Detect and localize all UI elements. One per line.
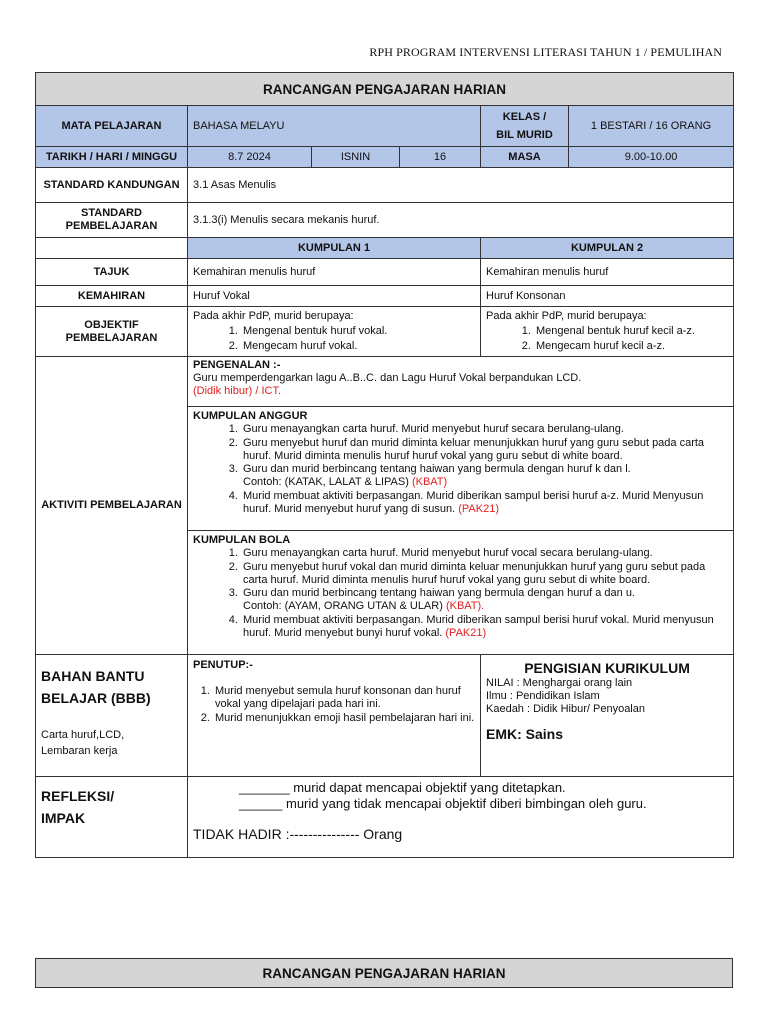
- pak21-tag: (PAK21): [445, 627, 487, 640]
- list-item: 2. Mengecam huruf vokal.: [241, 339, 475, 354]
- standard-kandungan-value: 3.1 Asas Menulis: [188, 168, 734, 203]
- bbb-label-2: BELAJAR (BBB): [41, 690, 151, 706]
- pengenalan-block: [188, 357, 734, 407]
- kurikulum-title: PENGISIAN KURIKULUM: [524, 660, 690, 676]
- item-example: Contoh: (AYAM, ORANG UTAN & ULAR): [243, 600, 443, 613]
- item-text: Murid membuat aktiviti berpasangan. Murid diberikan sampul berisi huruf vokal. Murid menyusun huruf. Murid menyebut bunyi huruf vokal.: [243, 613, 714, 640]
- refleksi-label-2: IMPAK: [41, 810, 86, 826]
- refleksi-line-1: _______ murid dapat mencapai objektif yang ditetapkan.: [239, 780, 566, 795]
- bola-title: KUMPULAN BOLA: [193, 534, 291, 546]
- kemahiran-group-1: Huruf Vokal: [188, 286, 481, 307]
- tajuk-group-2: Kemahiran menulis huruf: [481, 259, 734, 286]
- pengenalan-title: PENGENALAN :-: [193, 359, 281, 371]
- group-1-header: KUMPULAN 1: [188, 238, 481, 259]
- kurikulum-cell: [481, 655, 734, 777]
- bbb-cell: [36, 655, 188, 777]
- bola-list: [193, 547, 728, 640]
- item-example: Contoh: (KATAK, LALAT & LIPAS): [243, 476, 409, 489]
- objektif-group-1: [188, 307, 481, 357]
- list-item: 1. Mengenal bentuk huruf kecil a-z.: [534, 324, 728, 339]
- list-item: [241, 561, 728, 588]
- date-value: 8.7 2024: [188, 147, 312, 168]
- bbb-label-1: BAHAN BANTU: [41, 668, 145, 684]
- tajuk-group-1: Kemahiran menulis huruf: [188, 259, 481, 286]
- class-value: 1 BESTARI / 16 ORANG: [569, 106, 734, 147]
- tidak-hadir-line: TIDAK HADIR :--------------- Orang: [193, 826, 403, 842]
- bbb-items-1: Carta huruf,LCD,: [41, 729, 125, 741]
- item-text: Guru dan murid berbincang tentang haiwan yang bermula dengan huruf k dan l.: [243, 463, 631, 476]
- list-item: [241, 490, 728, 517]
- kemahiran-group-2: Huruf Konsonan: [481, 286, 734, 307]
- standard-kandungan-label: STANDARD KANDUNGAN: [36, 168, 188, 203]
- class-label: [481, 106, 569, 147]
- week-value: 16: [400, 147, 481, 168]
- item-text: Guru dan murid berbincang tentang haiwan yang bermula dengan huruf a dan u.: [243, 587, 635, 600]
- kemahiran-label: KEMAHIRAN: [36, 286, 188, 307]
- group-2-header: KUMPULAN 2: [481, 238, 734, 259]
- time-label: MASA: [481, 147, 569, 168]
- list-item: [241, 547, 728, 560]
- list-item: 2. Mengecam huruf kecil a-z.: [534, 339, 728, 354]
- list-item: [241, 423, 728, 436]
- objektif-g1-intro: Pada akhir PdP, murid berupaya:: [193, 310, 354, 322]
- table-title: RANCANGAN PENGAJARAN HARIAN: [36, 73, 734, 106]
- item-text: Guru menyebut huruf vokal dan murid diminta keluar menunjukkan huruf yang guru sebut pada carta huruf. Murid diminta menulis huruf huruf vokal yang guru sebut di white board.: [243, 560, 706, 586]
- subject-label: MATA PELAJARAN: [36, 106, 188, 147]
- list-item: [241, 437, 728, 464]
- penutup-title: PENUTUP:-: [193, 659, 253, 671]
- pengenalan-text: Guru memperdengarkan lagu A..B..C. dan Lagu Huruf Vokal berpandukan LCD.: [193, 372, 582, 384]
- class-label-line-2: BIL MURID: [496, 129, 553, 141]
- list-item: 1. Mengenal bentuk huruf vokal.: [241, 324, 475, 339]
- penutup-cell: [188, 655, 481, 777]
- refleksi-line-2: ______ murid yang tidak mencapai objektif diberi bimbingan oleh guru.: [239, 796, 647, 811]
- refleksi-label-cell: [36, 777, 188, 858]
- class-label-line-1: KELAS /: [502, 111, 547, 123]
- objektif-g2-intro: Pada akhir PdP, murid berupaya:: [486, 310, 647, 322]
- tajuk-label: TAJUK: [36, 259, 188, 286]
- kurikulum-ilmu: Ilmu : Pendidikan Islam: [486, 690, 600, 702]
- kumpulan-anggur-block: [188, 407, 734, 531]
- objektif-label: OBJEKTIF PEMBELAJARAN: [36, 307, 188, 357]
- item-text: Murid membuat aktiviti berpasangan. Murid diberikan sampul berisi huruf a-z. Murid Menyusun huruf. Murid menyebut huruf yang di susun.: [243, 489, 704, 516]
- time-value: 9.00-10.00: [569, 147, 734, 168]
- bbb-items-2: Lembaran kerja: [41, 745, 118, 757]
- group-header-empty: [36, 238, 188, 259]
- refleksi-content-cell: [188, 777, 734, 858]
- penutup-list: [193, 685, 475, 726]
- refleksi-label-1: REFLEKSI/: [41, 788, 115, 804]
- kurikulum-emk: EMK: Sains: [486, 726, 564, 742]
- item-text: Guru menyebut huruf dan murid diminta keluar menunjukkan huruf yang guru sebut pada carta huruf. Murid diminta menulis huruf huruf vokal yang guru sebut di white board.: [243, 436, 705, 462]
- list-item: [241, 614, 728, 641]
- kbat-tag: (KBAT): [411, 476, 448, 489]
- aktiviti-label: AKTIVITI PEMBELAJARAN: [36, 357, 188, 655]
- anggur-title: KUMPULAN ANGGUR: [193, 410, 308, 422]
- objektif-g2-list: [486, 324, 728, 354]
- list-item: [241, 587, 728, 614]
- rph-table-2: [35, 958, 733, 988]
- list-item: 1. Murid menyebut semula huruf konsonan dan huruf vokal yang dipelajari pada hari ini.: [213, 685, 475, 712]
- kurikulum-kaedah: Kaedah : Didik Hibur/ Penyoalan: [486, 703, 645, 715]
- pak21-tag: (PAK21): [458, 503, 500, 516]
- day-value: ISNIN: [312, 147, 400, 168]
- standard-pembelajaran-value: 3.1.3(i) Menulis secara mekanis huruf.: [188, 203, 734, 238]
- pengenalan-note: (Didik hibur) / ICT.: [193, 385, 282, 397]
- subject-value: BAHASA MELAYU: [188, 106, 481, 147]
- kbat-tag: (KBAT).: [445, 600, 485, 613]
- kumpulan-bola-block: [188, 531, 734, 655]
- list-item: 2. Murid menunjukkan emoji hasil pembelajaran hari ini.: [213, 712, 475, 726]
- item-text: Guru menayangkan carta huruf. Murid menyebut huruf vocal secara berulang-ulang.: [243, 547, 653, 560]
- rph-table: [35, 72, 734, 858]
- list-item: [241, 463, 728, 490]
- item-text: Guru menayangkan carta huruf. Murid menyebut huruf secara berulang-ulang.: [243, 423, 624, 436]
- standard-pembelajaran-label: STANDARD PEMBELAJARAN: [36, 203, 188, 238]
- table-title-2: RANCANGAN PENGAJARAN HARIAN: [36, 959, 733, 988]
- anggur-list: [193, 423, 728, 516]
- objektif-g1-list: [193, 324, 475, 354]
- kurikulum-nilai: NILAI : Menghargai orang lain: [486, 677, 633, 689]
- date-label: TARIKH / HARI / MINGGU: [36, 147, 188, 168]
- document-header: RPH PROGRAM INTERVENSI LITERASI TAHUN 1 / PEMULIHAN: [369, 45, 722, 59]
- objektif-group-2: [481, 307, 734, 357]
